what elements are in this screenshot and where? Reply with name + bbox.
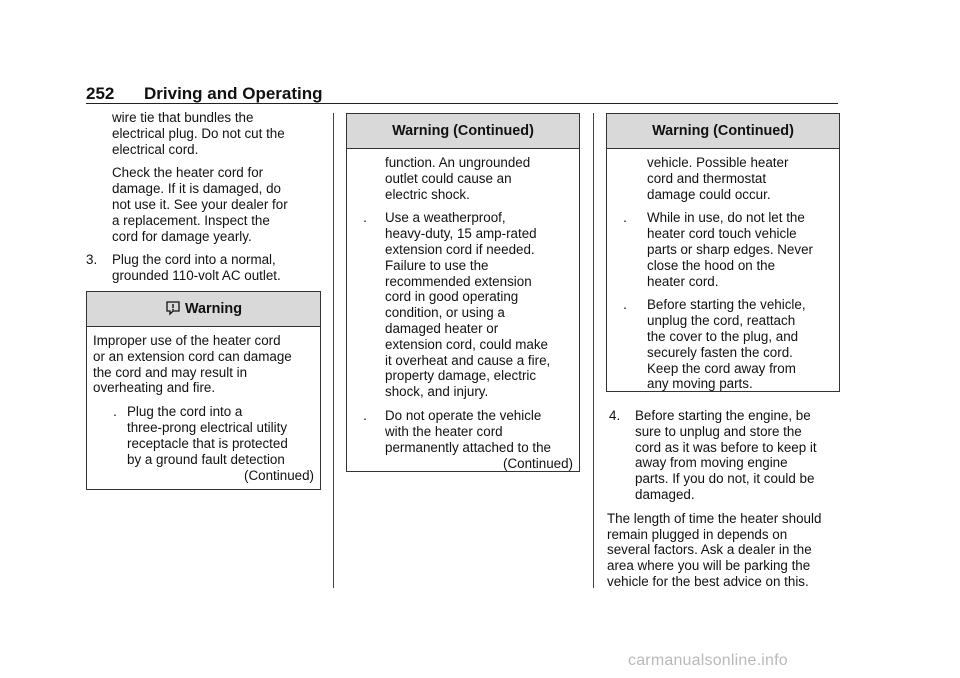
warning-header	[87, 292, 320, 327]
text-line: cord as it was before to keep it	[635, 439, 817, 455]
text-line: Use a weatherproof,	[385, 210, 506, 226]
text-line: parts or sharp edges. Never	[647, 241, 813, 257]
text-line: vehicle. Possible heater	[647, 155, 789, 170]
text-line: damage. If it is damaged, do	[112, 181, 281, 197]
watermark: carmanualsonline.info	[628, 652, 788, 669]
text-line: heater cord touch vehicle	[647, 226, 797, 242]
bullet-symbol: .	[623, 297, 627, 313]
bullet-symbol: .	[623, 210, 627, 226]
text-line: area where you will be parking the	[607, 558, 811, 574]
bullet-symbol: .	[113, 404, 117, 420]
text-line: remain plugged in depends on	[607, 526, 788, 542]
text-line: The length of time the heater should	[607, 510, 822, 526]
text-line: electrical cord.	[112, 141, 199, 157]
text-line: damaged.	[635, 486, 695, 502]
header-rule	[86, 103, 838, 104]
text-line: extension cord if needed.	[385, 241, 535, 257]
text-line: Do not operate the vehicle	[385, 407, 542, 423]
text-line: cord for damage yearly.	[112, 228, 252, 244]
page-header	[86, 84, 323, 104]
text-line: Before starting the engine, be	[635, 408, 811, 423]
text-line: any moving parts.	[647, 376, 753, 392]
bullet-symbol: .	[363, 407, 367, 423]
text-line: property damage, electric	[385, 368, 537, 384]
text-line: Failure to use the	[385, 257, 489, 273]
page-number: 252	[86, 84, 115, 103]
text-line: Keep the cord away from	[647, 360, 796, 376]
text-line: extension cord, could make	[385, 336, 549, 352]
continued-label: (Continued)	[244, 468, 314, 484]
text-line: receptacle that is protected	[127, 435, 288, 451]
text-line: cord and thermostat	[647, 170, 767, 186]
text-line: close the hood on the	[647, 257, 776, 273]
final-paragraph	[607, 511, 843, 590]
text-line: heavy-duty, 15 amp-rated	[385, 226, 537, 242]
step-3	[86, 252, 322, 284]
text-line: Plug the cord into a normal,	[112, 252, 276, 268]
text-line: vehicle for the best advice on this.	[607, 573, 809, 589]
bullet-item	[613, 210, 833, 289]
bullet-item	[613, 297, 833, 392]
column-3-text	[607, 408, 843, 590]
text-line: cord in good operating	[385, 289, 519, 305]
text-line: by a ground fault detection	[127, 451, 285, 467]
warning-title: Warning (Continued)	[347, 114, 579, 149]
column-1	[86, 110, 322, 284]
warning-box-2	[346, 113, 580, 472]
warning-body	[87, 327, 320, 484]
text-line: Check the heater cord for	[112, 165, 264, 181]
bullet-item	[353, 408, 573, 455]
warning-speech-icon	[165, 300, 181, 316]
warning-box-1	[86, 291, 321, 490]
text-line: damage could occur.	[647, 186, 771, 202]
text-line: or an extension cord can damage	[93, 348, 292, 364]
text-line: away from moving engine	[635, 455, 788, 471]
warning-title: Warning (Continued)	[607, 114, 839, 149]
text-line: the cover to the plug, and	[647, 328, 799, 344]
text-line: three-prong electrical utility	[127, 419, 288, 435]
text-line: the cord and may result in	[93, 364, 248, 380]
text-line: Before starting the vehicle,	[647, 297, 806, 313]
column-divider-2	[593, 113, 594, 588]
continued-label: (Continued)	[503, 456, 573, 472]
column-divider-1	[333, 113, 334, 588]
warning-body	[347, 149, 579, 472]
text-line: heater cord.	[647, 273, 719, 289]
section-title: Driving and Operating	[144, 84, 323, 103]
text-line: condition, or using a	[385, 305, 505, 321]
text-line: outlet could cause an	[385, 170, 512, 186]
text-line: function. An ungrounded	[385, 155, 531, 170]
text-line: parts. If you do not, it could be	[635, 471, 815, 487]
bullet-item	[93, 404, 314, 467]
warning-box-3	[606, 113, 840, 392]
text-line: not use it. See your dealer for	[112, 196, 288, 212]
intro-paragraph	[86, 110, 322, 157]
text-line: unplug the cord, reattach	[647, 313, 796, 329]
step-number: 3.	[86, 252, 98, 268]
step-4	[607, 408, 843, 503]
text-line: securely fasten the cord.	[647, 344, 793, 360]
text-line: recommended extension	[385, 273, 532, 289]
check-paragraph	[86, 165, 322, 244]
warning-body	[607, 149, 839, 392]
text-line: electric shock.	[385, 186, 470, 202]
warning-title: Warning	[184, 301, 243, 317]
text-line: with the heater cord	[385, 423, 503, 439]
text-line: overheating and fire.	[93, 380, 216, 396]
text-line: a replacement. Inspect the	[112, 212, 270, 228]
text-line: damaged heater or	[385, 320, 499, 336]
step-number: 4.	[609, 408, 621, 423]
text-line: Improper use of the heater cord	[93, 333, 281, 348]
text-line: sure to unplug and store the	[635, 423, 802, 439]
continued-text	[353, 155, 573, 202]
text-line: permanently attached to the	[385, 439, 552, 455]
text-line: wire tie that bundles the	[112, 110, 254, 125]
text-line: While in use, do not let the	[647, 210, 805, 226]
text-line: Plug the cord into a	[127, 404, 243, 420]
continued-text	[613, 155, 833, 202]
text-line: grounded 110-volt AC outlet.	[112, 268, 281, 284]
text-line: electrical plug. Do not cut the	[112, 125, 285, 141]
text-line: it overheat and cause a fire,	[385, 352, 551, 368]
bullet-item	[353, 210, 573, 400]
bullet-symbol: .	[363, 210, 367, 226]
text-line: shock, and injury.	[385, 384, 489, 400]
text-line: several factors. Ask a dealer in the	[607, 542, 812, 558]
